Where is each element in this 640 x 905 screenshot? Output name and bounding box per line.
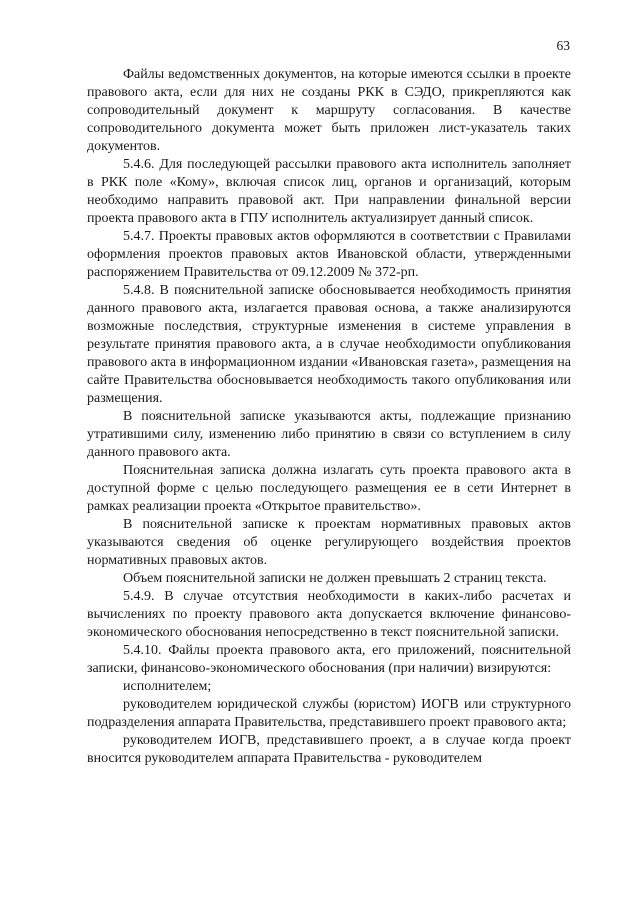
paragraph-5-4-8: 5.4.8. В пояснительной записке обосновывается необходимость принятия данного правового акта, излагается правовая основа, а также анализируются возможные последствия, структурные изменения в системе управления в результате принятия правового акта, а в случае необходимости опубликования правового акта в информационном издании «Ивановская газета», размещения на сайте Правительства обосновывается необходимость такого опубликования или размещения. xyxy=(87,283,571,406)
paragraph-5-4-9: 5.4.9. В случае отсутствия необходимости в каких-либо расчетах и вычислениях по проекту правового акта допускается включение финансово-экономического обоснования непосредственно в текст пояснительной записки. xyxy=(87,589,571,640)
list-item-executor: исполнителем; xyxy=(123,679,212,694)
list-item-iogv-head: руководителем ИОГВ, представившего проект, а в случае когда проект вносится руководителем аппарата Правительства - руководителем xyxy=(87,733,571,766)
paragraph-5-4-7: 5.4.7. Проекты правовых актов оформляются в соответствии с Правилами оформления проектов правовых актов Ивановской области, утвержденными распоряжением Правительства от 09.12.2009 № 372-рп. xyxy=(87,229,571,280)
paragraph-regulatory-impact: В пояснительной записке к проектам нормативных правовых актов указываются сведения об оценке регулирующего воздействия проектов нормативных правовых актов. xyxy=(87,517,571,568)
paragraph-repealed-acts: В пояснительной записке указываются акты, подлежащие признанию утратившими силу, изменению либо принятию в связи со вступлением в силу данного правового акта. xyxy=(87,409,571,460)
paragraph-sedo-attachments: Файлы ведомственных документов, на которые имеются ссылки в проекте правового акта, если для них не созданы РКК в СЭДО, прикрепляются как сопроводительный документ к маршруту согласования. В качестве сопроводительного документа может быть приложен лист-указатель таких документов. xyxy=(87,67,571,154)
paragraph-open-government: Пояснительная записка должна излагать суть проекта правового акта в доступной форме с целью последующего размещения ее в сети Интернет в рамках реализации проекта «Открытое правительство». xyxy=(87,463,571,514)
document-body xyxy=(87,66,571,768)
page-number: 63 xyxy=(556,38,570,53)
paragraph-5-4-10: 5.4.10. Файлы проекта правового акта, его приложений, пояснительной записки, финансово-экономического обоснования (при наличии) визируются: xyxy=(87,643,571,676)
paragraph-5-4-6: 5.4.6. Для последующей рассылки правового акта исполнитель заполняет в РКК поле «Кому», включая список лиц, органов и организаций, которым необходимо направить правовой акт. При направлении финальной версии проекта правового акта в ГПУ исполнитель актуализирует данный список. xyxy=(87,157,571,226)
paragraph-note-length: Объем пояснительной записки не должен превышать 2 страниц текста. xyxy=(123,571,547,586)
list-item-legal-head: руководителем юридической службы (юристом) ИОГВ или структурного подразделения аппарата Правительства, представившего проект правового акта; xyxy=(87,697,571,730)
